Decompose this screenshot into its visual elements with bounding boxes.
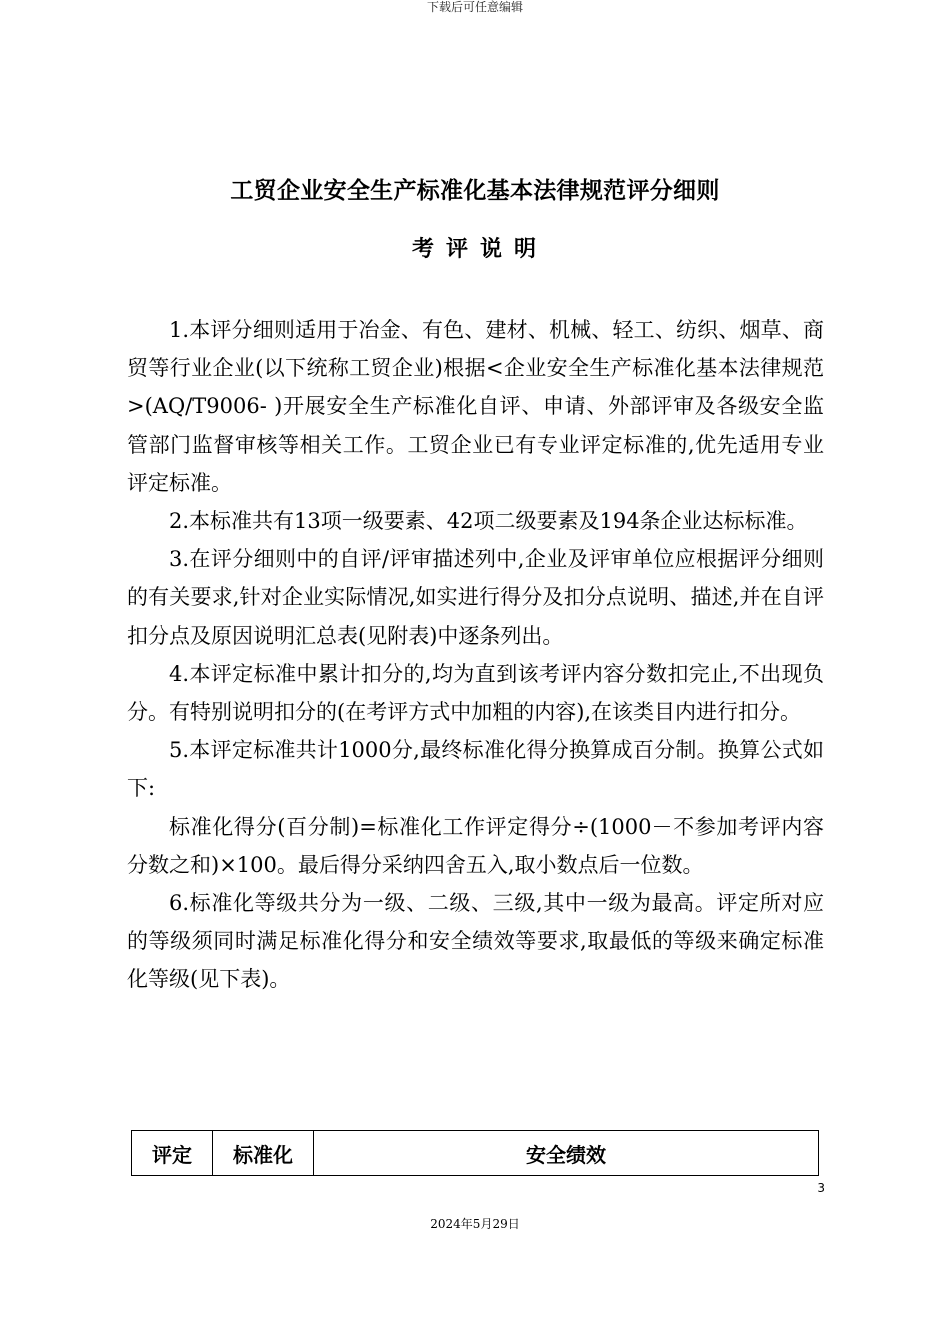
table-header-row [132, 1131, 819, 1176]
paragraph-6: 6.标准化等级共分为一级、二级、三级,其中一级为最高。评定所对应的等级须同时满足标准化得分和安全绩效等要求,取最低的等级来确定标准化等级(见下表)。 [127, 891, 824, 992]
footer-date: 2024年5月29日 [430, 1217, 520, 1231]
grade-table [131, 1130, 819, 1176]
document-subtitle: 考评说明 [411, 237, 548, 262]
formula-paragraph: 标准化得分(百分制)=标准化工作评定得分÷(1000－不参加考评内容分数之和)×100。最后得分采纳四舍五入,取小数点后一位数。 [127, 814, 824, 877]
document-title: 工贸企业安全生产标准化基本法律规范评分细则 [230, 178, 720, 204]
table-header-cell: 安全绩效 [314, 1131, 819, 1176]
paragraph-3: 3.在评分细则中的自评/评审描述列中,企业及评审单位应根据评分细则的有关要求,针对企业实际情况,如实进行得分及扣分点说明、描述,并在自评扣分点及原因说明汇总表(见附表)中逐条列出。 [127, 547, 824, 648]
table-header-cell: 标准化 [213, 1131, 314, 1176]
table-header-cell: 评定 [132, 1131, 213, 1176]
header-note: 下载后可任意编辑 [426, 0, 523, 14]
paragraph-2: 2.本标准共有13项一级要素、42项二级要素及194条企业达标标准。 [169, 509, 808, 534]
paragraph-5: 5.本评定标准共计1000分,最终标准化得分换算成百分制。换算公式如下: [127, 738, 824, 801]
paragraph-4: 4.本评定标准中累计扣分的,均为直到该考评内容分数扣完止,不出现负分。有特别说明扣分的(在考评方式中加粗的内容),在该类目内进行扣分。 [127, 661, 824, 725]
page-number: 3 [817, 1181, 825, 1195]
paragraph-1: 1.本评分细则适用于冶金、有色、建材、机械、轻工、纺织、烟草、商贸等行业企业(以下统称工贸企业)根据<企业安全生产标准化基本法律规范>(AQ/T9006- )开展安全生产标准化自评、申请、外部评审及各级安全监管部门监督审核等相关工作。工贸企业已有专业评定标准的,优先适用专业评定标准。 [127, 318, 824, 495]
body-text [127, 311, 824, 999]
